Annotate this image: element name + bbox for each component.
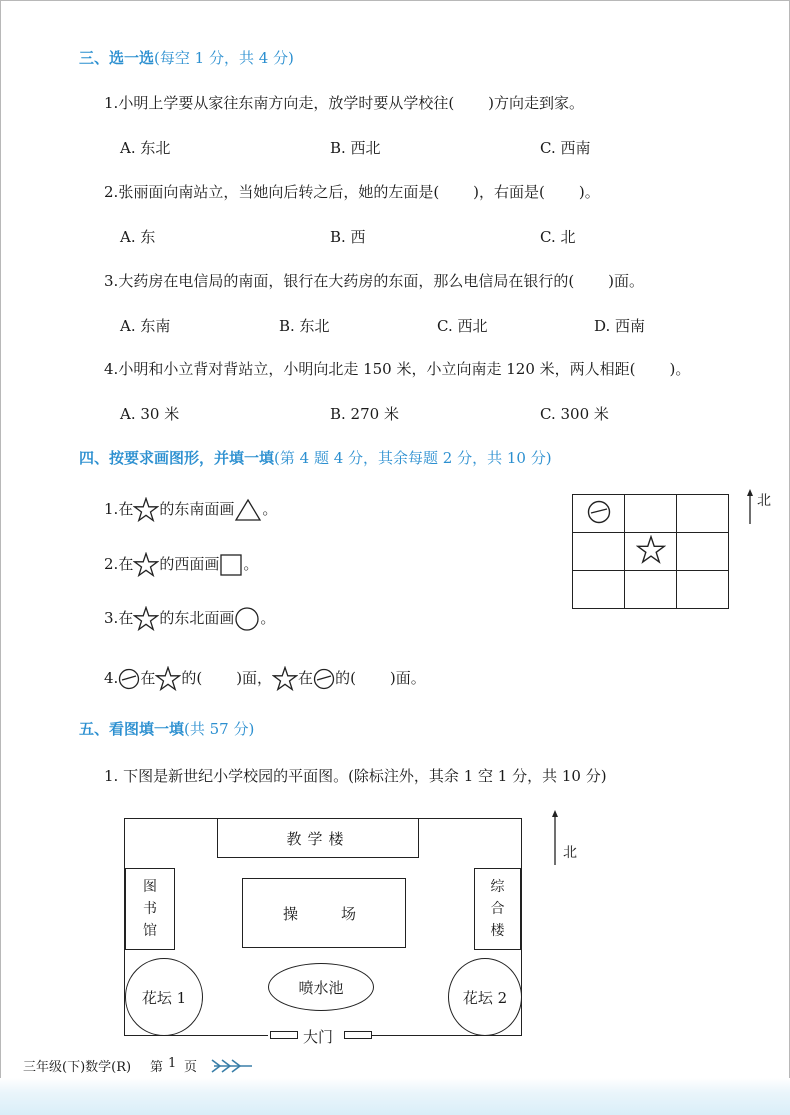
star-icon: [272, 666, 298, 692]
teaching-building[interactable]: [217, 818, 419, 858]
q3-1-num: 1.: [104, 94, 119, 112]
q3-4-num: 4.: [104, 360, 119, 378]
fountain-label: 喷水池: [298, 979, 344, 997]
section5-points: (共 57 分): [184, 720, 255, 738]
flowerbed-2[interactable]: [448, 958, 522, 1036]
gate-label: 大门: [303, 1028, 334, 1046]
section5-title: 五、看图填一填: [79, 720, 185, 738]
option[interactable]: C. 300 米: [540, 405, 609, 423]
section3-points: (每空 1 分，共 4 分): [154, 49, 294, 67]
circle-line-icon: [587, 500, 611, 524]
north-label: 北: [757, 493, 771, 509]
option[interactable]: B. 东北: [279, 317, 330, 335]
q3-2-num: 2.: [104, 183, 119, 201]
grid-cell[interactable]: [625, 533, 677, 571]
option[interactable]: A. 东南: [120, 317, 171, 335]
option[interactable]: B. 270 米: [330, 405, 399, 423]
q4-3: 3.在 的东北面画 。: [104, 606, 275, 632]
circle-icon: [234, 606, 260, 632]
section3-title: 三、选一选: [79, 49, 155, 67]
position-grid: [572, 494, 729, 609]
grid-cell[interactable]: [625, 495, 677, 533]
fountain[interactable]: [268, 963, 374, 1011]
q3-4-text-a: 小明和小立背对背站立，小明向北走 150 米，小立向南走 120 米，两人相距(: [118, 360, 636, 378]
square-icon: [219, 553, 243, 577]
option[interactable]: B. 西北: [330, 139, 381, 157]
star-icon: [133, 606, 159, 632]
gate-post-right: [344, 1031, 372, 1039]
playground[interactable]: [242, 878, 406, 948]
flowerbed-2-label: 花坛 2: [462, 989, 508, 1007]
option[interactable]: A. 东: [120, 228, 156, 246]
star-icon: [155, 666, 181, 692]
q3-2-text-b: )，右面是(: [473, 183, 545, 201]
section5-heading: [79, 718, 254, 739]
q3-1-text-b: )方向走到家。: [488, 94, 585, 112]
library-label: 图 书 馆: [143, 879, 157, 939]
section4-title: 四、按要求画图形，并填一填: [79, 449, 275, 467]
q3-3-text-b: )面。: [608, 272, 645, 290]
q3-3: [104, 270, 644, 291]
q3-3-num: 3.: [104, 272, 119, 290]
star-icon: [636, 535, 666, 565]
star-icon: [133, 497, 159, 523]
q4-1: 1.在 的东南面画 。: [104, 497, 277, 523]
library[interactable]: [125, 868, 175, 950]
flowerbed-1[interactable]: [125, 958, 203, 1036]
q3-4-text-b: )。: [669, 360, 691, 378]
q3-2-text-a: 张丽面向南站立，当她向后转之后，她的左面是(: [118, 183, 440, 201]
section3-heading: [79, 47, 294, 68]
grid-cell[interactable]: [573, 571, 625, 609]
grid-cell[interactable]: [677, 495, 729, 533]
q3-2-text-c: )。: [578, 183, 600, 201]
grid-cell[interactable]: [573, 495, 625, 533]
circle-line-icon: [313, 668, 335, 690]
q3-2: [104, 181, 600, 202]
q4-2: 2.在 的西面画 。: [104, 552, 258, 578]
option[interactable]: C. 西北: [437, 317, 488, 335]
playground-label-a: 操: [283, 905, 299, 923]
q3-3-text-a: 大药房在电信局的南面，银行在大药房的东面，那么电信局在银行的(: [118, 272, 575, 290]
gate-post-left: [270, 1031, 298, 1039]
q3-1-text-a: 小明上学要从家往东南方向走，放学时要从学校往(: [118, 94, 455, 112]
circle-line-icon: [118, 668, 140, 690]
double-chevron-icon: [210, 1058, 254, 1074]
north-arrow-icon: [549, 810, 561, 866]
complex-building[interactable]: [474, 868, 521, 950]
q4-4: 4. 在 的( )面， 在 的( )面。: [104, 666, 426, 692]
q3-4: [104, 358, 690, 379]
section4-points: (第 4 题 4 分，其余每题 2 分，共 10 分): [274, 449, 552, 467]
q5-1: 1. 下图是新世纪小学校园的平面图。(除标注外，其余 1 空 1 分，共 10 分): [104, 767, 607, 785]
playground-label-b: 场: [341, 905, 357, 923]
option[interactable]: C. 西南: [540, 139, 591, 157]
complex-building-label: 综 合 楼: [490, 879, 505, 939]
footer-band: [0, 1078, 790, 1115]
star-icon: [133, 552, 159, 578]
grid-cell[interactable]: [625, 571, 677, 609]
option[interactable]: B. 西: [330, 228, 366, 246]
footer-grade: 三年级(下)数学(R): [23, 1060, 132, 1075]
footer-page-prefix: 第: [150, 1060, 164, 1075]
section4-heading: [79, 447, 552, 468]
north-arrow-icon: [744, 489, 756, 525]
q3-1: [104, 92, 584, 113]
flowerbed-1-label: 花坛 1: [141, 989, 187, 1007]
option[interactable]: C. 北: [540, 228, 576, 246]
grid-cell[interactable]: [573, 533, 625, 571]
footer-page-number: 1: [168, 1056, 177, 1071]
grid-cell[interactable]: [677, 571, 729, 609]
map-north-label: 北: [563, 845, 577, 861]
teaching-building-label: 教学楼: [286, 830, 350, 848]
option[interactable]: A. 东北: [120, 139, 171, 157]
triangle-icon: [234, 498, 262, 522]
option[interactable]: A. 30 米: [120, 405, 180, 423]
footer-page-suffix: 页: [184, 1060, 198, 1075]
grid-cell[interactable]: [677, 533, 729, 571]
option[interactable]: D. 西南: [594, 317, 646, 335]
